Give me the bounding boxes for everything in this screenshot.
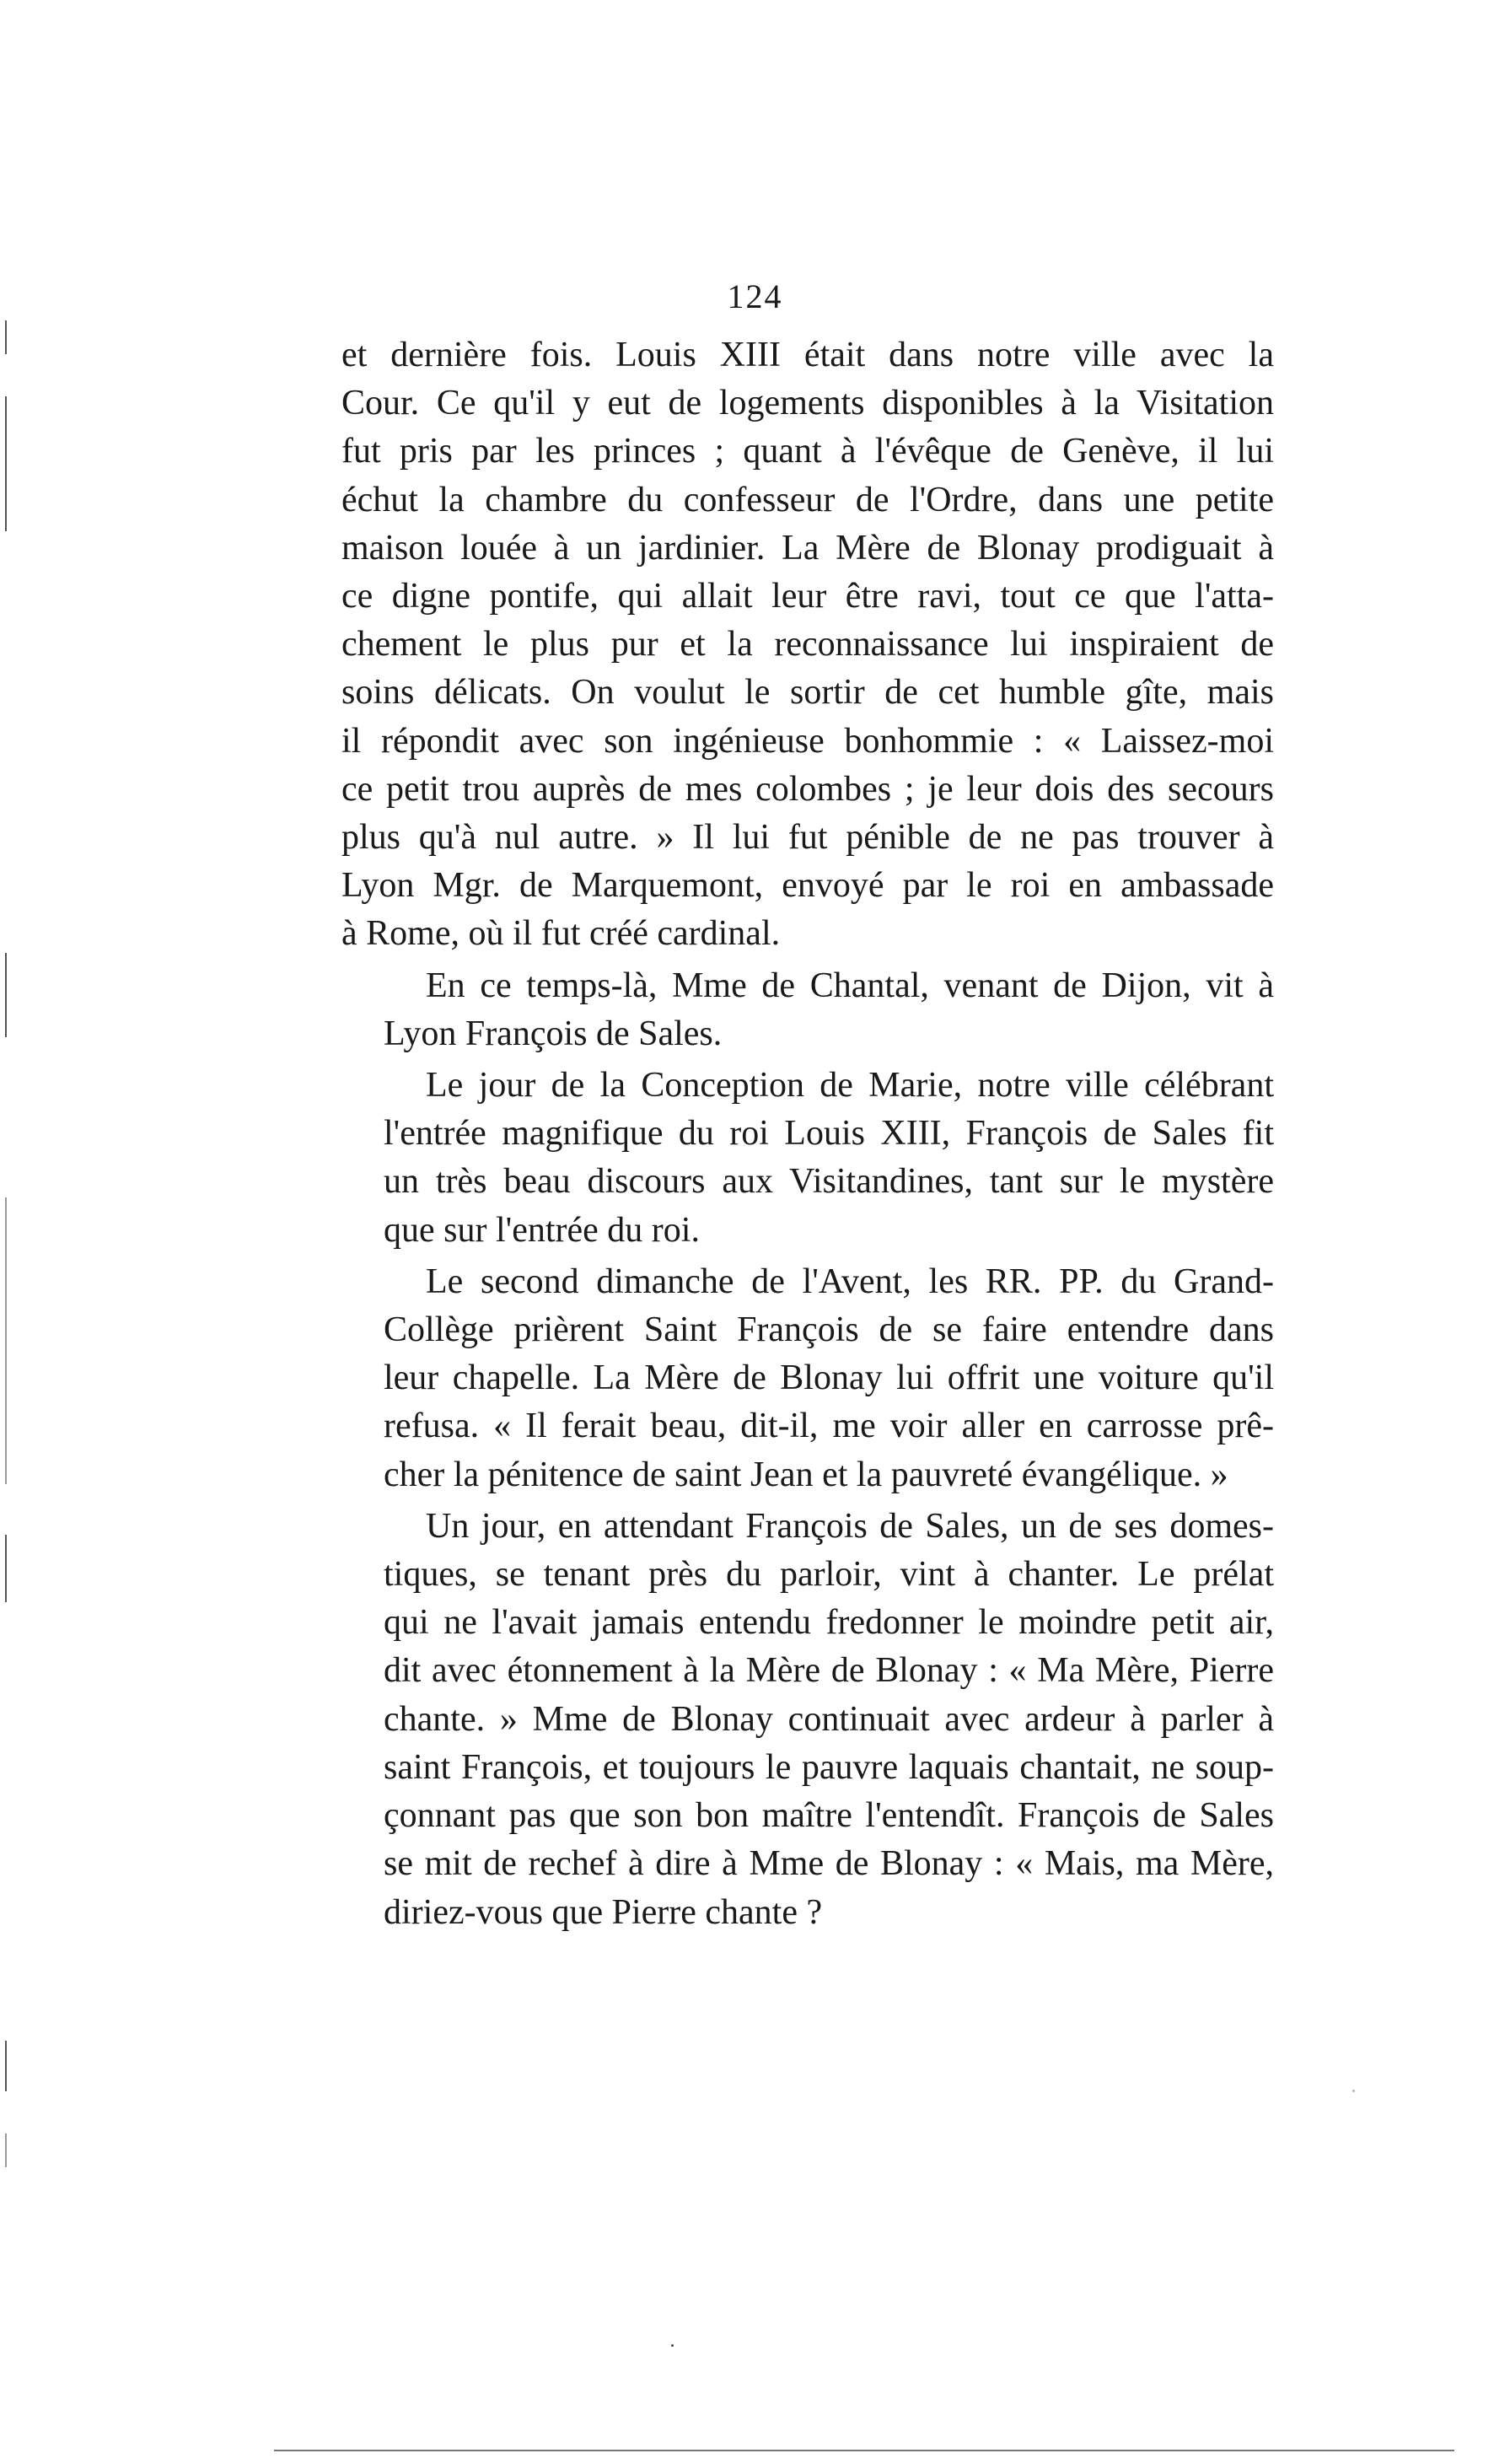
text-line: Lyon François de Sales. [384, 1014, 723, 1053]
text-line: un très beau discours aux Visitandines, tant sur le mystère [384, 1162, 1274, 1202]
text-line: se mit de rechef à dire à Mme de Blonay : « Mais, ma Mère, [384, 1844, 1274, 1884]
paragraph-5 [341, 1503, 1274, 1937]
text-line: ce petit trou auprès de mes colombes ; je leur dois des secours [341, 769, 1274, 809]
text-line: cher la pénitence de saint Jean et la pauvreté évangélique. » [384, 1455, 1228, 1494]
text-line: qui ne l'avait jamais entendu fredonner le moindre petit air, [384, 1603, 1274, 1643]
bottom-rule [274, 2450, 1454, 2451]
text-line: plus qu'à nul autre. » Il lui fut pénible de ne pas trouver à [341, 818, 1274, 858]
text-line: Lyon Mgr. de Marquemont, envoyé par le roi en ambassade [341, 866, 1274, 906]
paragraph-1 [341, 331, 1274, 959]
text-line: tiques, se tenant près du parloir, vint à chanter. Le prélat [384, 1555, 1274, 1595]
text-line: Collège prièrent Saint François de se faire entendre dans [384, 1310, 1274, 1350]
scan-edge-mark [5, 2133, 7, 2167]
text-line: il répondit avec son ingénieuse bonhommie : « Laissez-moi [341, 721, 1274, 761]
text-line: Cour. Ce qu'il y eut de logements disponibles à la Visitation [341, 384, 1274, 423]
scan-edge-mark [5, 2041, 7, 2091]
scan-edge-mark [5, 320, 7, 354]
text-line: l'entrée magnifique du roi Louis XIII, François de Sales fit [384, 1114, 1274, 1154]
text-line: ce digne pontife, qui allait leur être ravi, tout ce que l'atta- [341, 577, 1274, 616]
text-line: leur chapelle. La Mère de Blonay lui offrit une voiture qu'il [384, 1358, 1274, 1398]
text-line: Le second dimanche de l'Avent, les RR. PP. du Grand- [426, 1262, 1274, 1301]
text-line: çonnant pas que son bon maître l'entendît. François de Sales [384, 1796, 1274, 1836]
scan-edge-marks [0, 0, 12, 2464]
text-line: saint François, et toujours le pauvre laquais chantait, ne soup- [384, 1747, 1274, 1787]
paragraph-3 [341, 1062, 1274, 1255]
paragraph-4 [341, 1258, 1274, 1499]
text-line: refusa. « Il ferait beau, dit-il, me voir aller en carrosse prê- [384, 1407, 1274, 1446]
paragraph-2 [341, 962, 1274, 1058]
text-line: diriez-vous que Pierre chante ? [384, 1892, 823, 1932]
scan-edge-mark [5, 396, 7, 531]
text-line: Un jour, en attendant François de Sales, un de ses domes- [426, 1506, 1274, 1546]
text-line: En ce temps-là, Mme de Chantal, venant de Dijon, vit à [426, 966, 1274, 1005]
text-line: à Rome, où il fut créé cardinal. [341, 914, 781, 954]
text-line: que sur l'entrée du roi. [384, 1210, 700, 1250]
text-line: chement le plus pur et la reconnaissance lui inspiraient de [341, 625, 1274, 664]
text-line: dit avec étonnement à la Mère de Blonay : « Ma Mère, Pierre [384, 1651, 1274, 1691]
text-line: fut pris par les princes ; quant à l'évêque de Genève, il lui [341, 432, 1274, 471]
scan-edge-mark [5, 953, 7, 1037]
scan-edge-mark [5, 1535, 7, 1602]
scan-speck [1352, 2090, 1355, 2092]
text-line: échut la chambre du confesseur de l'Ordre, dans une petite [341, 480, 1274, 519]
page-number: 124 [727, 277, 783, 315]
text-line: maison louée à un jardinier. La Mère de Blonay prodiguait à [341, 528, 1274, 568]
text-line: soins délicats. On voulut le sortir de cet humble gîte, mais [341, 673, 1274, 713]
text-line: chante. » Mme de Blonay continuait avec ardeur à parler à [384, 1699, 1274, 1739]
scan-speck [671, 2344, 674, 2347]
scan-edge-mark [5, 1197, 7, 1484]
text-line: et dernière fois. Louis XIII était dans notre ville avec la [341, 336, 1274, 374]
text-line: Le jour de la Conception de Marie, notre ville célébrant [426, 1066, 1274, 1106]
body-text [341, 331, 1274, 1937]
